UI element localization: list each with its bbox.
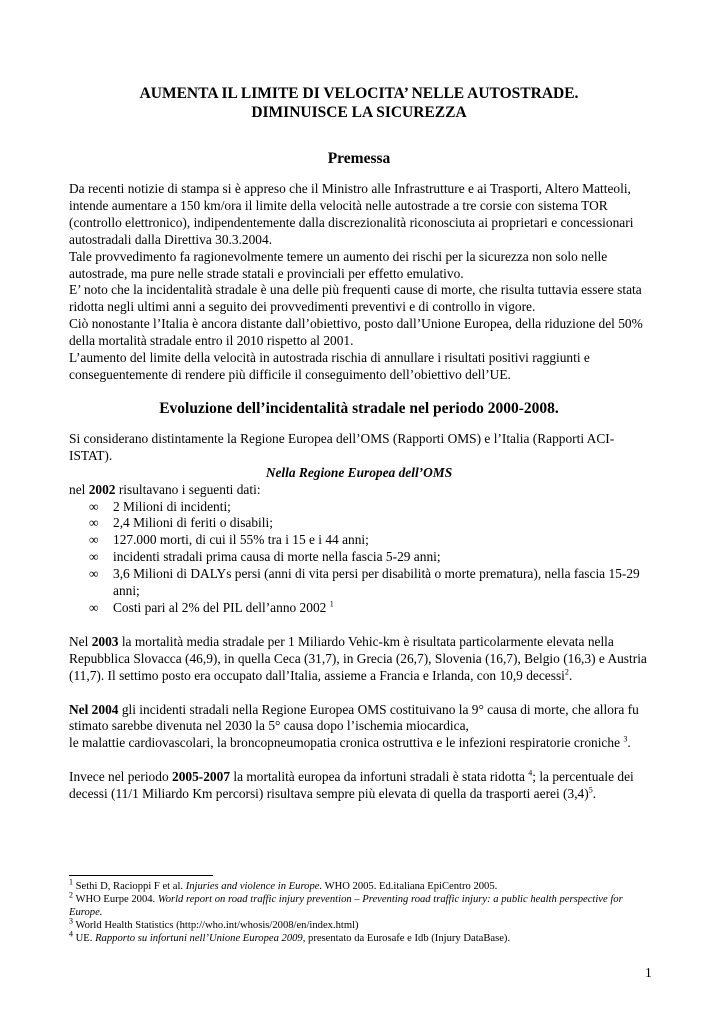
oms-subheading: Nella Regione Europea dell’OMS (265, 464, 453, 480)
footnote-text: UE. (73, 933, 96, 944)
list-item-text: incidenti stradali prima causa di morte nella fascia 5-29 anni; (113, 549, 441, 565)
paragraph-2004-text-1: gli incidenti stradali nella Regione Europea OMS costituivano la 9° causa di morte, che allora fu stimato sarebbe divenuta nel 2030 la 5° causa dopo l’ischemia miocardica, (69, 701, 639, 734)
paragraph-2003-pre: Nel (69, 633, 92, 649)
infinity-bullet-icon: ∞ (89, 498, 99, 514)
footnote-ref[interactable]: 5 (588, 785, 593, 795)
footnote-ref[interactable]: 4 (528, 768, 533, 778)
premessa-paragraph-4: Ciò nonostante l’Italia è ancora distante dall’obiettivo, posto dall’Unione Europea, della riduzione del 50% della mortalità stradale entro il 2010 rispetto al 2001. (69, 316, 643, 349)
footnote-ref[interactable]: 1 (329, 599, 334, 609)
footnote-text: WHO 2005. Ed.italiana EpiCentro 2005. (322, 881, 498, 892)
footnote-number: 2 (69, 890, 73, 900)
footnote-divider (69, 875, 213, 876)
paragraph-2005-end: . (592, 786, 597, 802)
year-2003-label: 2003 (91, 633, 119, 649)
list-item (89, 549, 649, 566)
footnote-1 (69, 877, 649, 893)
list-item (89, 600, 649, 617)
list-item (89, 566, 649, 600)
footnote-ref[interactable]: 3 (623, 734, 628, 744)
footnote-italic: Injuries and violence in Europe. (185, 881, 323, 892)
document-page (69, 84, 649, 803)
page-number: 1 (645, 965, 652, 980)
evoluzione-intro: Si considerano distintamente la Regione Europea dell’OMS (Rapporti OMS) e l’Italia (Rapporti ACI-ISTAT). (69, 430, 615, 463)
paragraph-2005-text-2: ; la percentuale dei decessi (11/1 Miliardo Km percorsi) risultava sempre più elevata di quella da trasporti aerei (3,4) (69, 769, 634, 802)
infinity-bullet-icon: ∞ (89, 549, 99, 565)
footnote-text: WHO Eurpe 2004. (73, 894, 158, 905)
list-item (89, 499, 649, 516)
document-title (69, 84, 649, 122)
footnote-text: , presentato da Eurosafe e Idb (Injury DataBase). (302, 933, 511, 944)
paragraph-2004 (69, 702, 649, 753)
footnote-ref[interactable]: 2 (564, 667, 569, 677)
list-item-text: 3,6 Milioni di DALYs persi (anni di vita persi per disabilità o morte prematura), nella fascia 15-29 anni; (113, 566, 640, 599)
footnote-italic: Rapporto su infortuni nell’Unione Europea 2009 (95, 933, 303, 944)
paragraph-2005-pre: Invece nel periodo (69, 769, 172, 785)
premessa-heading: Premessa (327, 150, 391, 167)
paragraph-2004-end: . (627, 735, 631, 751)
footnote-number: 3 (69, 916, 73, 926)
paragraph-2005-2007 (69, 769, 649, 803)
footnote-2 (69, 890, 649, 919)
title-line-2: DIMINUISCE LA SICUREZZA (251, 104, 467, 121)
year-2002-label: 2002 (88, 481, 116, 497)
infinity-bullet-icon: ∞ (89, 515, 99, 531)
year-2002-post: risultavano i seguenti dati: (115, 481, 261, 497)
paragraph-2003 (69, 634, 649, 685)
year-2002-line (69, 482, 649, 499)
footnotes-section (69, 875, 649, 945)
data-2002-list (69, 499, 649, 617)
footnote-number: 4 (69, 929, 73, 939)
list-item-text: 2 Milioni di incidenti; (113, 498, 231, 514)
footnote-4 (69, 929, 649, 945)
footnote-text: Sethi D, Racioppi F et al. (73, 881, 186, 892)
footnote-text[interactable]: World Health Statistics (http://who.int/whosis/2008/en/index.html) (73, 920, 359, 931)
footnote-number: 1 (69, 877, 73, 887)
premessa-paragraph-5: L’aumento del limite della velocità in autostrada rischia di annullare i risultati positivi raggiunti e conseguentemente di rendere più difficile il conseguimento dell’obiettivo dell’UE. (69, 350, 590, 382)
list-item (89, 532, 649, 549)
footnote-italic: World report on road traffic injury prevention – Preventing road traffic injury: a public health perspective for Europe. (69, 894, 623, 918)
list-item-text: 127.000 morti, di cui il 55% tra i 15 e i 44 anni; (113, 532, 369, 548)
evoluzione-heading: Evoluzione dell’incidentalità stradale nel periodo 2000-2008. (159, 399, 559, 417)
infinity-bullet-icon: ∞ (89, 532, 99, 548)
list-item (89, 515, 649, 532)
title-line-1: AUMENTA IL LIMITE DI VELOCITA’ NELLE AUTOSTRADE. (139, 85, 579, 102)
year-2004-label: Nel 2004 (69, 701, 119, 717)
infinity-bullet-icon: ∞ (89, 566, 99, 582)
paragraph-2003-end: . (568, 667, 573, 683)
years-2005-2007-label: 2005-2007 (172, 769, 231, 785)
list-item-text: 2,4 Milioni di feriti o disabili; (113, 515, 273, 531)
list-item-text: Costi pari al 2% del PIL dell’anno 2002 (113, 599, 330, 615)
year-2002-pre: nel (69, 481, 89, 497)
paragraph-2003-text: la mortalità media stradale per 1 Miliardo Vehic-km è risultata particolarmente elevata nella Repubblica Slovacca (46,9), in quella Ceca (31,7), in Grecia (26,7), Slovenia (16,7), Belgio (16,3) e Austria (11,7). Il settimo posto era occupato dall’Italia, assieme a Francia e Irlanda, con 10,9 decessi (69, 633, 647, 683)
paragraph-2005-text-1: la mortalità europea da infortuni stradali è stata ridotta (230, 769, 529, 785)
premessa-paragraph-2: Tale provvedimento fa ragionevolmente temere un aumento dei rischi per la sicurezza non solo nelle autostrade, ma pure nelle strade statali e provinciali per effetto emulativo. (69, 248, 608, 281)
footnote-3 (69, 916, 649, 932)
infinity-bullet-icon: ∞ (89, 599, 99, 615)
paragraph-2004-text-2: le malattie cardiovascolari, la broncopneumopatia cronica ostruttiva e le infezioni respiratorie croniche (69, 735, 624, 751)
premessa-paragraph-1: Da recenti notizie di stampa si è appreso che il Ministro alle Infrastrutture e ai Trasporti, Altero Matteoli, intende aumentare a 150 km/ora il limite della velocità nelle autostrade a tre corsie con sistema TOR (controllo elettronico), indipendentemente dalla discrezionalità riconosciuta ai proprietari e concessionari autostradali dalla Direttiva 30.3.2004. (69, 181, 634, 247)
premessa-paragraph-3: E’ noto che la incidentalità stradale è una delle più frequenti cause di morte, che risulta tuttavia essere stata ridotta negli ultimi anni a seguito dei provvedimenti preventivi e di controllo in vigore. (69, 282, 642, 315)
